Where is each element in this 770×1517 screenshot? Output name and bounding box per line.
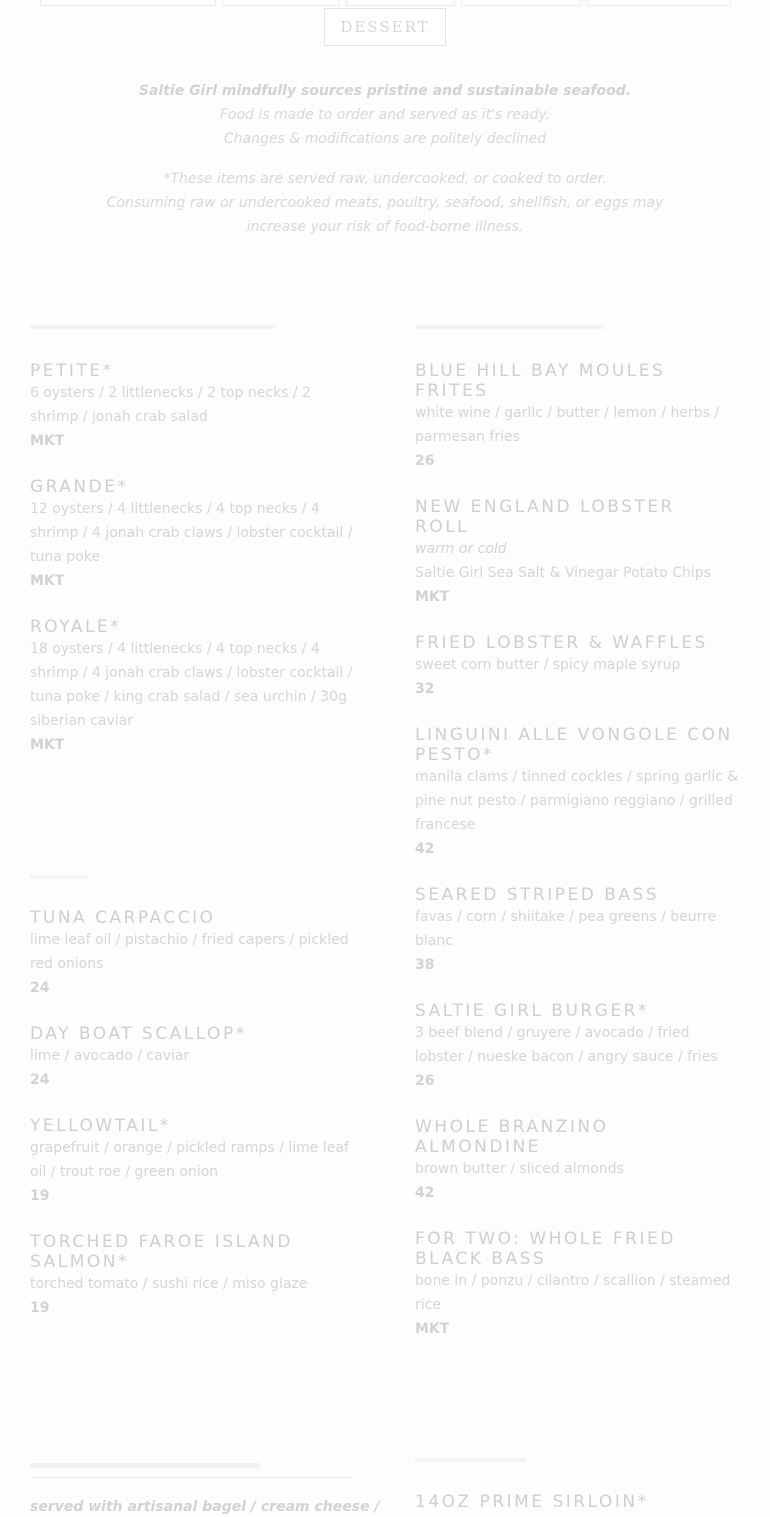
health-warning-line2: increase your risk of food-borne illness. xyxy=(246,219,524,235)
menu-item xyxy=(30,361,355,453)
menu-item xyxy=(415,1001,735,1093)
raw-items-notice: *These items are served raw, undercooked, or cooked to order. xyxy=(163,171,607,187)
menu-item xyxy=(30,617,355,757)
section-header-clipped xyxy=(30,322,275,332)
item-desc: 18 oysters / 4 littlenecks / 4 top necks / 4 shrimp / 4 jonah crab claws / lobster cocktail / tuna poke / king crab salad / sea urchin / 30g siberian caviar xyxy=(30,641,353,729)
item-desc: lime / avocado / caviar xyxy=(30,1048,190,1064)
menu-tab[interactable] xyxy=(461,0,581,6)
item-name: WHOLE BRANZINO ALMONDINE xyxy=(415,1117,609,1157)
item-price: MKT xyxy=(415,1321,450,1337)
menu-item xyxy=(415,633,745,701)
menu-item xyxy=(415,1229,740,1341)
item-name: TORCHED FAROE ISLAND SALMON* xyxy=(30,1232,293,1272)
item-price: 24 xyxy=(30,980,50,996)
menu-item xyxy=(415,725,745,861)
item-desc: torched tomato / sushi rice / miso glaze xyxy=(30,1276,308,1292)
menu-item xyxy=(30,1116,360,1208)
section-header-clipped xyxy=(415,1455,525,1465)
item-price: 42 xyxy=(415,841,435,857)
item-name: YELLOWTAIL* xyxy=(30,1116,171,1136)
menu-tab[interactable] xyxy=(346,0,455,6)
item-name: BLUE HILL BAY MOULES FRITES xyxy=(415,361,666,401)
menu-item xyxy=(415,885,735,977)
modifications-notice: Changes & modifications are politely declined xyxy=(223,131,547,147)
item-name: TUNA CARPACCIO xyxy=(30,908,216,928)
menu-tab[interactable] xyxy=(587,0,731,6)
item-desc: 6 oysters / 2 littlenecks / 2 top necks / 2 shrimp / jonah crab salad xyxy=(30,385,311,425)
item-desc: lime leaf oil / pistachio / fried capers / pickled red onions xyxy=(30,932,349,972)
item-name: SALTIE GIRL BURGER* xyxy=(415,1001,649,1021)
item-price: 42 xyxy=(415,1185,435,1201)
item-price: MKT xyxy=(30,737,65,753)
item-desc: white wine / garlic / butter / lemon / herbs / parmesan fries xyxy=(415,405,720,445)
item-price: 19 xyxy=(30,1188,50,1204)
item-price: MKT xyxy=(415,589,450,605)
item-name: FRIED LOBSTER & WAFFLES xyxy=(415,633,708,653)
item-name: PETITE* xyxy=(30,361,114,381)
health-warning-line1: Consuming raw or undercooked meats, poultry, seafood, shellfish, or eggs may xyxy=(106,195,664,211)
item-name: DAY BOAT SCALLOP* xyxy=(30,1024,247,1044)
item-price: 24 xyxy=(30,1072,50,1088)
item-price: MKT xyxy=(30,573,65,589)
menu-item xyxy=(415,497,725,609)
item-desc: sweet corn butter / spicy maple syrup xyxy=(415,657,681,673)
menu-tab[interactable] xyxy=(222,0,340,6)
item-name: NEW ENGLAND LOBSTER ROLL xyxy=(415,497,675,537)
item-price: MKT xyxy=(30,433,65,449)
item-note: warm or cold xyxy=(415,541,507,557)
item-desc: Saltie Girl Sea Salt & Vinegar Potato Chips xyxy=(415,565,711,581)
sourcing-notice: Saltie Girl mindfully sources pristine and sustainable seafood. xyxy=(138,83,632,99)
menu-tab[interactable] xyxy=(40,0,216,6)
item-price: 19 xyxy=(30,1300,50,1316)
item-desc: grapefruit / orange / pickled ramps / lime leaf oil / trout roe / green onion xyxy=(30,1140,349,1180)
menu-item xyxy=(30,1232,330,1320)
tab-dessert[interactable]: DESSERT xyxy=(324,8,446,46)
item-name: LINGUINI ALLE VONGOLE CON PESTO* xyxy=(415,725,733,765)
item-name: GRANDE* xyxy=(30,477,129,497)
menu-item xyxy=(30,1024,360,1092)
item-desc: 12 oysters / 4 littlenecks / 4 top necks / 4 shrimp / 4 jonah crab claws / lobster cocktail / tuna poke xyxy=(30,501,353,565)
item-name: FOR TWO: WHOLE FRIED BLACK BASS xyxy=(415,1229,676,1269)
menu-item xyxy=(415,1117,715,1205)
item-desc: manila clams / tinned cockles / spring garlic & pine nut pesto / parmigiano reggiano / grilled francese xyxy=(415,769,739,833)
item-price: 26 xyxy=(415,1073,435,1089)
item-name: ROYALE* xyxy=(30,617,122,637)
section-header-clipped xyxy=(30,872,88,882)
item-price: 32 xyxy=(415,681,435,697)
section-header-clipped xyxy=(30,1460,260,1470)
menu-item xyxy=(415,361,725,473)
item-price: 38 xyxy=(415,957,435,973)
section-header-clipped xyxy=(415,322,605,332)
menu-item xyxy=(415,1492,735,1512)
menu-item xyxy=(30,908,360,1000)
order-notice: Food is made to order and served as it's ready. xyxy=(219,107,551,123)
section-subtitle: served with artisanal bagel / cream cheese / xyxy=(30,1499,380,1515)
item-desc: favas / corn / shiitake / pea greens / beurre blanc xyxy=(415,909,717,949)
item-name: 14OZ PRIME SIRLOIN* xyxy=(415,1492,649,1512)
item-desc: 3 beef blend / gruyere / avocado / fried lobster / nueske bacon / angry sauce / fries xyxy=(415,1025,718,1065)
section-divider xyxy=(30,1477,355,1478)
item-desc: bone in / ponzu / cilantro / scallion / steamed rice xyxy=(415,1273,731,1313)
item-name: SEARED STRIPED BASS xyxy=(415,885,660,905)
item-desc: brown butter / sliced almonds xyxy=(415,1161,624,1177)
menu-item xyxy=(30,477,355,593)
item-price: 26 xyxy=(415,453,435,469)
